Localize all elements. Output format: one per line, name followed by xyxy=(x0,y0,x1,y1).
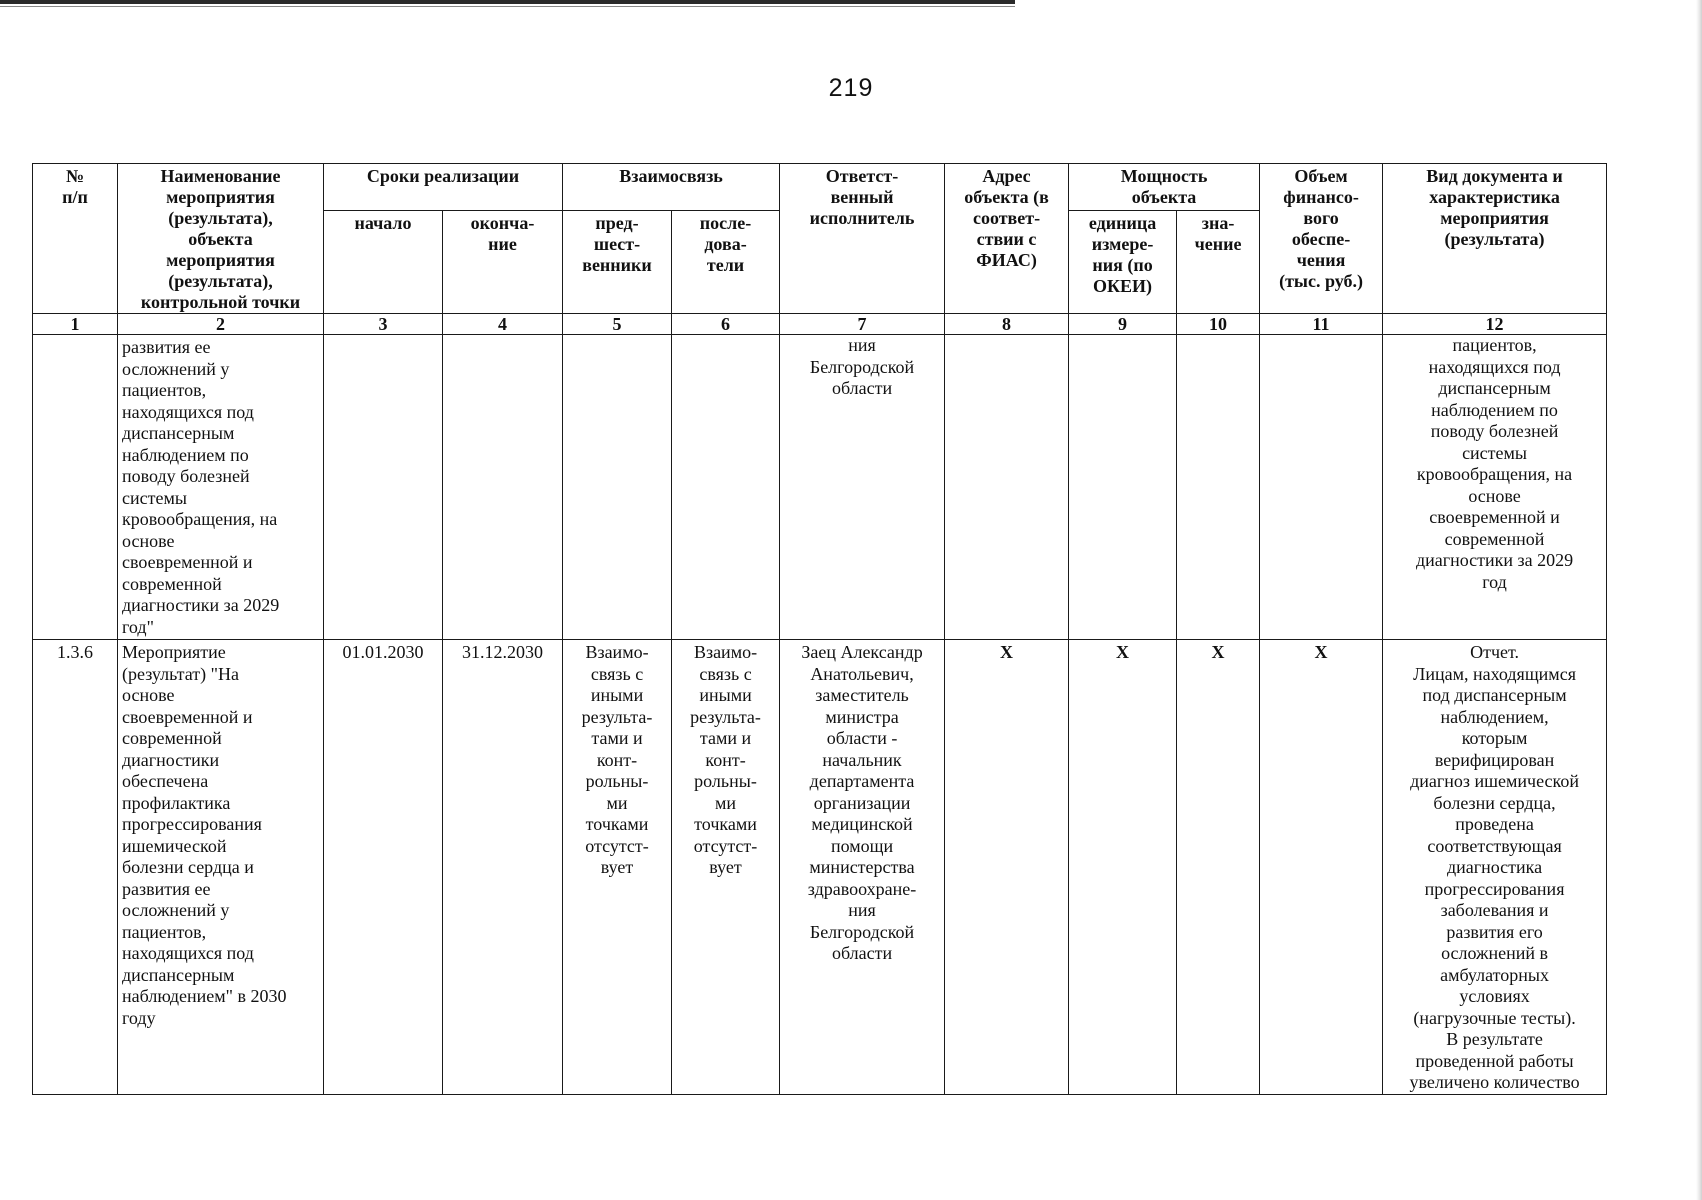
cell-address xyxy=(945,335,1069,640)
cell-executor: ния Белгородской области xyxy=(780,335,945,640)
column-number: 6 xyxy=(672,314,780,335)
cell-end xyxy=(443,335,563,640)
cell-start: 01.01.2030 xyxy=(324,640,443,1095)
table-row xyxy=(33,640,1607,1095)
column-number: 10 xyxy=(1177,314,1260,335)
measures-table xyxy=(32,163,1607,1095)
table-row xyxy=(33,335,1607,640)
column-number: 12 xyxy=(1383,314,1607,335)
cell-end: 31.12.2030 xyxy=(443,640,563,1095)
header-name: Наименование мероприятия (результата), объекта мероприятия (результата), контрольной точки xyxy=(118,164,324,314)
cell-unit xyxy=(1069,335,1177,640)
header-terms: Сроки реализации xyxy=(324,164,563,211)
column-number: 11 xyxy=(1260,314,1383,335)
header-capacity-value: зна- чение xyxy=(1177,211,1260,314)
header-executor: Ответст- венный исполнитель xyxy=(780,164,945,314)
top-border-rule-thin xyxy=(0,6,1015,7)
column-number: 9 xyxy=(1069,314,1177,335)
header-terms-end: оконча- ние xyxy=(443,211,563,314)
cell-post xyxy=(672,335,780,640)
scan-edge-shadow xyxy=(1696,0,1702,1200)
cell-pred: Взаимо- связь с иными результа- тами и конт- рольны- ми точками отсутст- вует xyxy=(563,640,672,1095)
cell-start xyxy=(324,335,443,640)
cell-executor: Заец Александр Анатольевич, заместитель министра области - начальник департамента организации медицинской помощи министерства здравоохране- ния Белгородской области xyxy=(780,640,945,1095)
cell-doc: Отчет. Лицам, находящимся под диспансерным наблюдением, которым верифицирован диагноз ишемической болезни сердца, проведена соответствующая диагностика прогрессирования заболевания и развития его осложнений в амбулаторных условиях (нагрузочные тесты). В результате проведенной работы увеличено количество xyxy=(1383,640,1607,1095)
cell-num: 1.3.6 xyxy=(33,640,118,1095)
column-number: 2 xyxy=(118,314,324,335)
header-relation-pred: пред- шест- венники xyxy=(563,211,672,314)
cell-address: Х xyxy=(945,640,1069,1095)
cell-name: развития ее осложнений у пациентов, находящихся под диспансерным наблюдением по поводу болезней системы кровообращения, на основе своевременной и современной диагностики за 2029 год" xyxy=(118,335,324,640)
column-number: 5 xyxy=(563,314,672,335)
top-border-rule xyxy=(0,0,1015,4)
column-number: 8 xyxy=(945,314,1069,335)
header-capacity-unit: единица измере- ния (по ОКЕИ) xyxy=(1069,211,1177,314)
cell-post: Взаимо- связь с иными результа- тами и конт- рольны- ми точками отсутст- вует xyxy=(672,640,780,1095)
page-number: 219 xyxy=(828,74,874,102)
cell-value: Х xyxy=(1177,640,1260,1095)
column-number: 1 xyxy=(33,314,118,335)
header-num: № п/п xyxy=(33,164,118,314)
header-row-1 xyxy=(33,164,1607,211)
header-terms-start: начало xyxy=(324,211,443,314)
header-address: Адрес объекта (в соответ- ствии с ФИАС) xyxy=(945,164,1069,314)
column-number: 4 xyxy=(443,314,563,335)
header-relation-post: после- дова- тели xyxy=(672,211,780,314)
header-doc-type: Вид документа и характеристика мероприятия (результата) xyxy=(1383,164,1607,314)
column-number: 7 xyxy=(780,314,945,335)
column-number-row xyxy=(33,314,1607,335)
cell-unit: Х xyxy=(1069,640,1177,1095)
cell-doc: пациентов, находящихся под диспансерным наблюдением по поводу болезней системы кровообращения, на основе своевременной и современной диагностики за 2029 год xyxy=(1383,335,1607,640)
header-capacity: Мощность объекта xyxy=(1069,164,1260,211)
cell-pred xyxy=(563,335,672,640)
column-number: 3 xyxy=(324,314,443,335)
cell-num xyxy=(33,335,118,640)
header-finance: Объем финансо- вого обеспе- чения (тыс. руб.) xyxy=(1260,164,1383,314)
cell-value xyxy=(1177,335,1260,640)
cell-finance: Х xyxy=(1260,640,1383,1095)
header-relation: Взаимосвязь xyxy=(563,164,780,211)
cell-finance xyxy=(1260,335,1383,640)
cell-name: Мероприятие (результат) "На основе своевременной и современной диагностики обеспечена профилактика прогрессирования ишемической болезни сердца и развития ее осложнений у пациентов, находящихся под диспансерным наблюдением" в 2030 году xyxy=(118,640,324,1095)
